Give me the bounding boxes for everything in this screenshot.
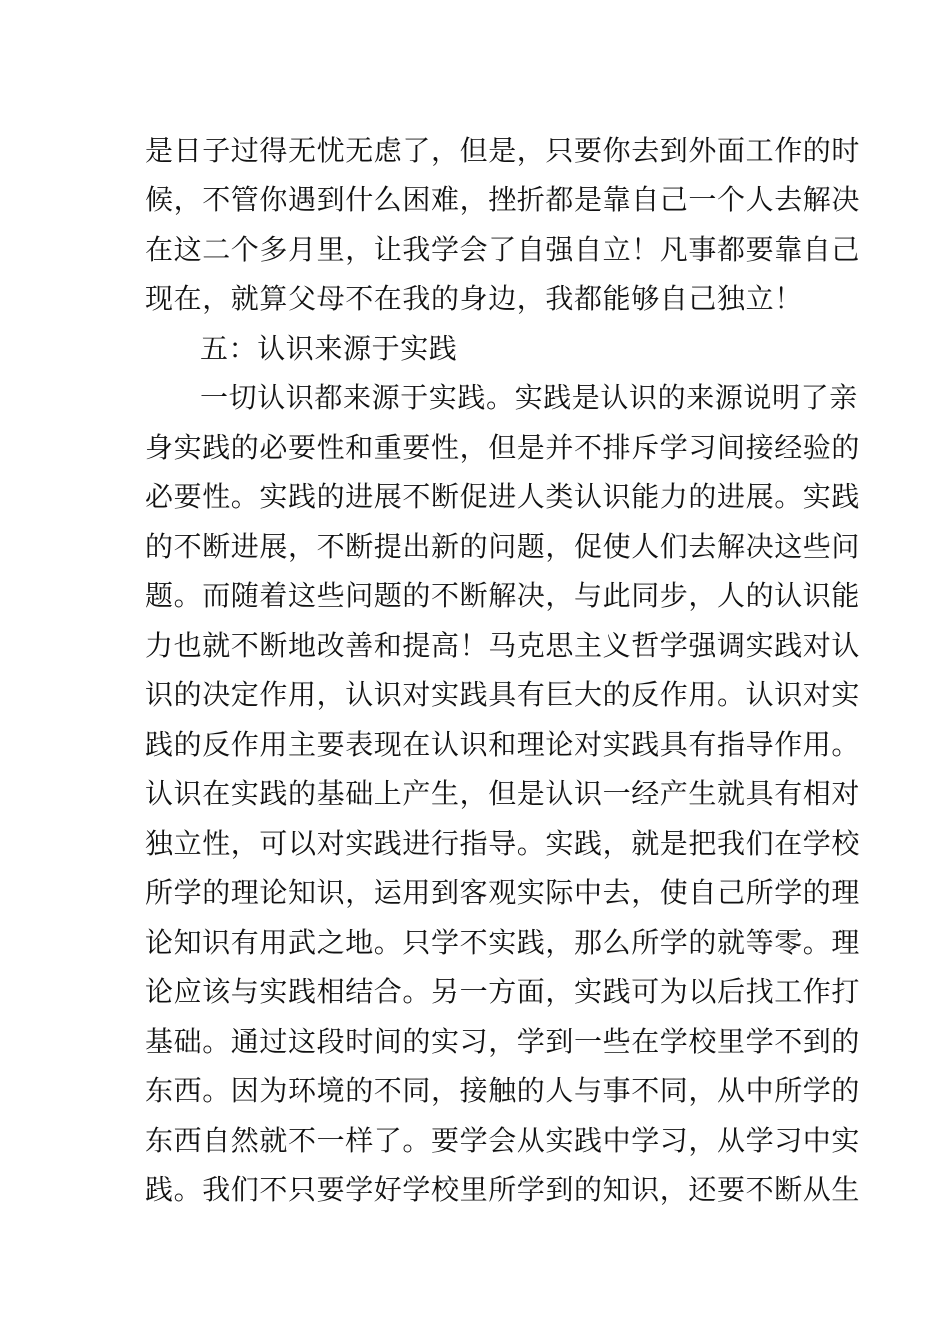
text-line: 在这二个多月里，让我学会了自强自立！凡事都要靠自己 [145, 233, 861, 266]
text-line: 践。我们不只要学好学校里所学到的知识，还要不断从生 [145, 1173, 861, 1206]
text-line: 身实践的必要性和重要性，但是并不排斥学习间接经验的 [145, 431, 861, 464]
text-line: 候，不管你遇到什么困难，挫折都是靠自己一个人去解决 [145, 183, 861, 216]
text-line: 东西自然就不一样了。要学会从实践中学习，从学习中实 [145, 1124, 861, 1157]
text-line: 所学的理论知识，运用到客观实际中去，使自己所学的理 [145, 876, 861, 909]
text-line: 东西。因为环境的不同，接触的人与事不同，从中所学的 [145, 1074, 861, 1107]
section-heading: 五：认识来源于实践 [200, 332, 458, 365]
text-line: 独立性，可以对实践进行指导。实践，就是把我们在学校 [145, 827, 861, 860]
text-line: 力也就不断地改善和提高！马克思主义哲学强调实践对认 [145, 629, 861, 662]
text-line: 识的决定作用，认识对实践具有巨大的反作用。认识对实 [145, 678, 861, 711]
text-line: 题。而随着这些问题的不断解决，与此同步，人的认识能 [145, 579, 861, 612]
text-line: 现在，就算父母不在我的身边，我都能够自己独立！ [145, 282, 803, 315]
text-line: 论知识有用武之地。只学不实践，那么所学的就等零。理 [145, 926, 861, 959]
text-line: 认识在实践的基础上产生，但是认识一经产生就具有相对 [145, 777, 861, 810]
text-line: 论应该与实践相结合。另一方面，实践可为以后找工作打 [145, 975, 861, 1008]
text-line: 践的反作用主要表现在认识和理论对实践具有指导作用。 [145, 728, 861, 761]
text-line: 一切认识都来源于实践。实践是认识的来源说明了亲 [200, 381, 858, 414]
text-line: 是日子过得无忧无虑了，但是，只要你去到外面工作的时 [145, 134, 861, 167]
text-line: 必要性。实践的进展不断促进人类认识能力的进展。实践 [145, 480, 861, 513]
text-line: 基础。通过这段时间的实习，学到一些在学校里学不到的 [145, 1025, 861, 1058]
text-line: 的不断进展，不断提出新的问题，促使人们去解决这些问 [145, 530, 861, 563]
